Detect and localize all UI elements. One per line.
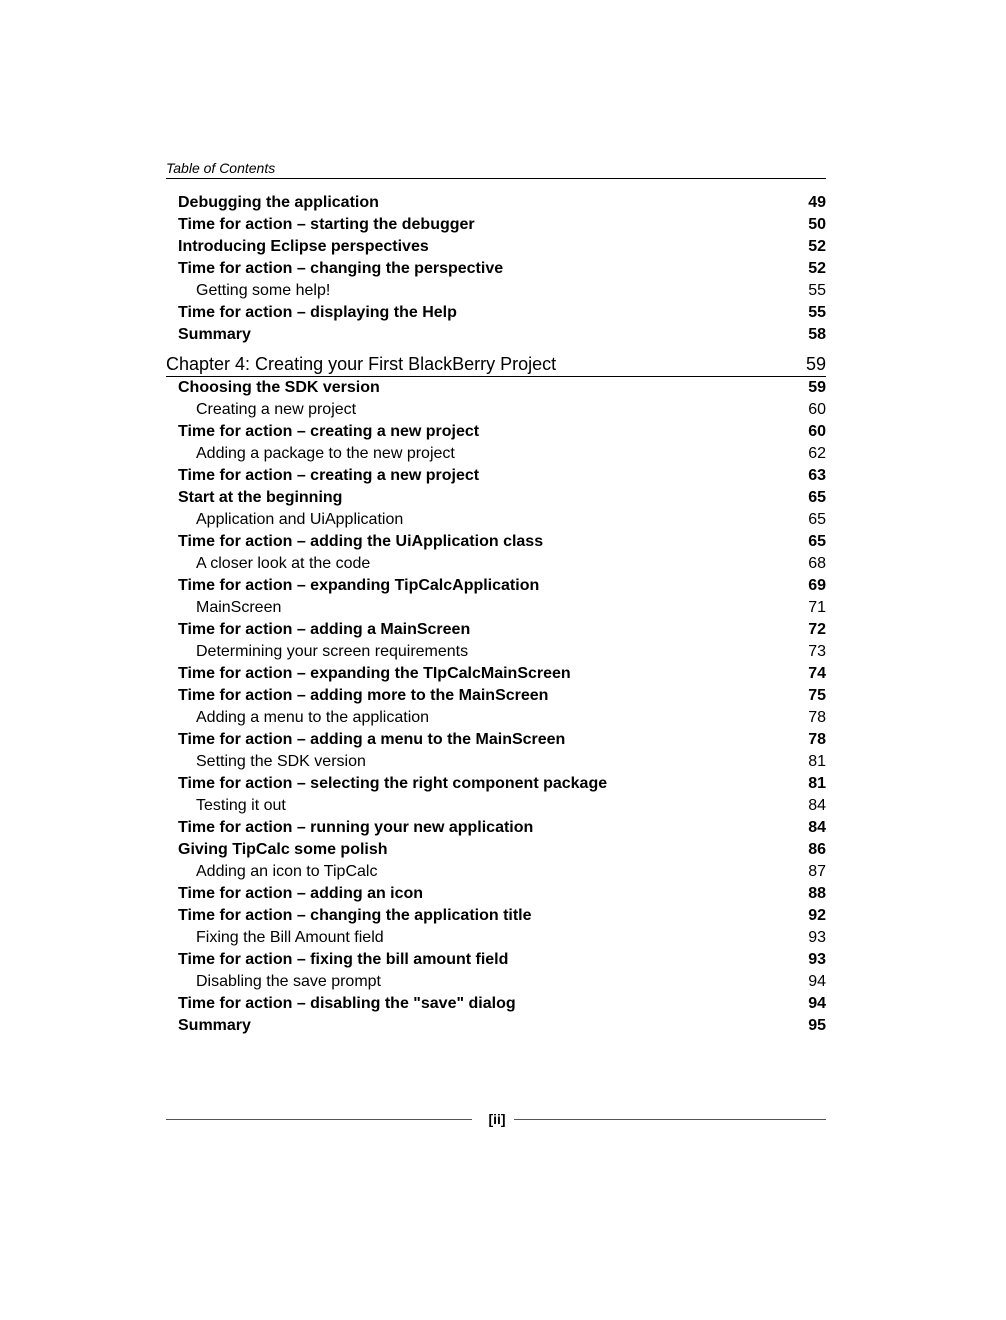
toc-entry-title: Giving TipCalc some polish [178, 841, 388, 858]
toc-entry-title: Fixing the Bill Amount field [196, 929, 384, 946]
toc-entry-title: Adding a package to the new project [196, 445, 455, 462]
toc-entry-title: MainScreen [196, 599, 282, 616]
toc-entry [166, 531, 826, 553]
running-header-title: Table of Contents [166, 160, 276, 176]
toc-entry [166, 487, 826, 509]
toc-entry-page: 88 [808, 885, 826, 902]
toc-entry-page: 93 [808, 929, 826, 946]
toc-entry [166, 685, 826, 707]
toc-entry-page: 81 [808, 775, 826, 792]
toc-entry [166, 302, 826, 324]
toc-entry-page: 58 [808, 326, 826, 343]
toc-entry [166, 817, 826, 839]
toc-entry-title: Time for action – selecting the right component package [178, 775, 608, 792]
toc-entry-title: A closer look at the code [196, 555, 371, 572]
toc-entry-title: Time for action – changing the perspective [178, 260, 504, 277]
running-header [166, 158, 826, 179]
toc-entry-title: Time for action – changing the application title [178, 907, 532, 924]
toc-entry-page: 59 [808, 379, 826, 396]
toc-entry [166, 663, 826, 685]
toc-entry-page: 65 [808, 489, 826, 506]
footer-rule-left [166, 1119, 472, 1120]
toc-entry-title: Time for action – creating a new project [178, 467, 480, 484]
toc-entry-page: 94 [808, 973, 826, 990]
toc-entry-page: 93 [808, 951, 826, 968]
toc-entry-title: Time for action – expanding TipCalcApplication [178, 577, 540, 594]
toc-entry-page: 84 [808, 797, 826, 814]
toc-entry-page: 68 [808, 555, 826, 572]
toc-entry [166, 993, 826, 1015]
toc-entry-page: 81 [808, 753, 826, 770]
toc-entry-title: Time for action – disabling the "save" dialog [178, 995, 516, 1012]
toc-entry [166, 465, 826, 487]
toc-entry [166, 214, 826, 236]
toc-entry-title: Time for action – displaying the Help [178, 304, 457, 321]
toc-entry-page: 60 [808, 401, 826, 418]
toc-entry-title: Disabling the save prompt [196, 973, 381, 990]
toc-entry-title: Creating a new project [196, 401, 357, 418]
toc-entry [166, 377, 826, 399]
toc-entry-title: Debugging the application [178, 194, 379, 211]
toc-entry-title: Time for action – adding a MainScreen [178, 621, 471, 638]
toc-chapter-heading [166, 352, 826, 377]
toc-entry-title: Determining your screen requirements [196, 643, 469, 660]
toc-entry-page: 78 [808, 731, 826, 748]
table-of-contents [166, 192, 826, 1037]
toc-entry-page: 62 [808, 445, 826, 462]
toc-entry-page: 73 [808, 643, 826, 660]
toc-entry-page: 86 [808, 841, 826, 858]
toc-entry-page: 92 [808, 907, 826, 924]
toc-entry [166, 839, 826, 861]
toc-entry-page: 74 [808, 665, 826, 682]
toc-entry-page: 75 [808, 687, 826, 704]
toc-entry [166, 421, 826, 443]
toc-entry [166, 399, 826, 421]
toc-entry [166, 641, 826, 663]
toc-entry [166, 509, 826, 531]
toc-entry [166, 553, 826, 575]
toc-entry [166, 927, 826, 949]
toc-entry-page: 63 [808, 467, 826, 484]
page-footer [166, 1108, 826, 1130]
toc-entry [166, 795, 826, 817]
toc-entry-title: Getting some help! [196, 282, 331, 299]
toc-entry-title: Time for action – fixing the bill amount field [178, 951, 509, 968]
toc-entry-title: Time for action – adding an icon [178, 885, 424, 902]
toc-entry-page: 60 [808, 423, 826, 440]
toc-entry-page: 49 [808, 194, 826, 211]
toc-entry-page: 69 [808, 577, 826, 594]
toc-entry-title: Time for action – running your new application [178, 819, 534, 836]
toc-entry-page: 55 [808, 282, 826, 299]
toc-entry-page: 71 [808, 599, 826, 616]
toc-entry [166, 619, 826, 641]
toc-entry-title: Setting the SDK version [196, 753, 366, 770]
toc-entry-title: Adding a menu to the application [196, 709, 430, 726]
toc-entry-title: Chapter 4: Creating your First BlackBerry Project [166, 354, 557, 374]
toc-entry [166, 773, 826, 795]
toc-entry-page: 72 [808, 621, 826, 638]
toc-entry-title: Summary [178, 1017, 251, 1034]
toc-entry-page: 52 [808, 238, 826, 255]
toc-entry [166, 707, 826, 729]
toc-entry [166, 971, 826, 993]
toc-entry-page: 84 [808, 819, 826, 836]
toc-entry [166, 1015, 826, 1037]
toc-entry-page: 59 [805, 354, 826, 374]
footer-rule-right [514, 1119, 826, 1120]
toc-entry-title: Adding an icon to TipCalc [196, 863, 378, 880]
toc-entry-title: Summary [178, 326, 251, 343]
toc-entry [166, 443, 826, 465]
toc-entry [166, 324, 826, 346]
toc-entry-title: Time for action – creating a new project [178, 423, 480, 440]
toc-entry-title: Introducing Eclipse perspectives [178, 238, 429, 255]
toc-entry-page: 50 [808, 216, 826, 233]
toc-entry-title: Time for action – adding the UiApplication class [178, 533, 544, 550]
toc-entry-title: Time for action – starting the debugger [178, 216, 475, 233]
toc-entry [166, 883, 826, 905]
page-number: [ii] [488, 1111, 506, 1127]
toc-entry-page: 94 [808, 995, 826, 1012]
toc-entry-title: Time for action – expanding the TIpCalcMainScreen [178, 665, 571, 682]
toc-entry-title: Time for action – adding more to the MainScreen [178, 687, 549, 704]
toc-entry-page: 65 [808, 533, 826, 550]
toc-entry-title: Time for action – adding a menu to the MainScreen [178, 731, 566, 748]
toc-entry [166, 905, 826, 927]
toc-entry [166, 258, 826, 280]
toc-entry-title: Testing it out [196, 797, 286, 814]
toc-entry [166, 280, 826, 302]
toc-entry [166, 949, 826, 971]
toc-entry-title: Choosing the SDK version [178, 379, 380, 396]
toc-entry [166, 861, 826, 883]
toc-entry [166, 729, 826, 751]
toc-entry [166, 192, 826, 214]
toc-entry-page: 87 [808, 863, 826, 880]
toc-entry [166, 751, 826, 773]
toc-entry-title: Start at the beginning [178, 489, 343, 506]
toc-entry-page: 52 [808, 260, 826, 277]
toc-entry [166, 236, 826, 258]
toc-entry-page: 95 [808, 1017, 826, 1034]
toc-entry-page: 65 [808, 511, 826, 528]
toc-entry-page: 55 [808, 304, 826, 321]
toc-entry-title: Application and UiApplication [196, 511, 404, 528]
toc-entry-page: 78 [808, 709, 826, 726]
toc-entry [166, 597, 826, 619]
toc-entry [166, 575, 826, 597]
